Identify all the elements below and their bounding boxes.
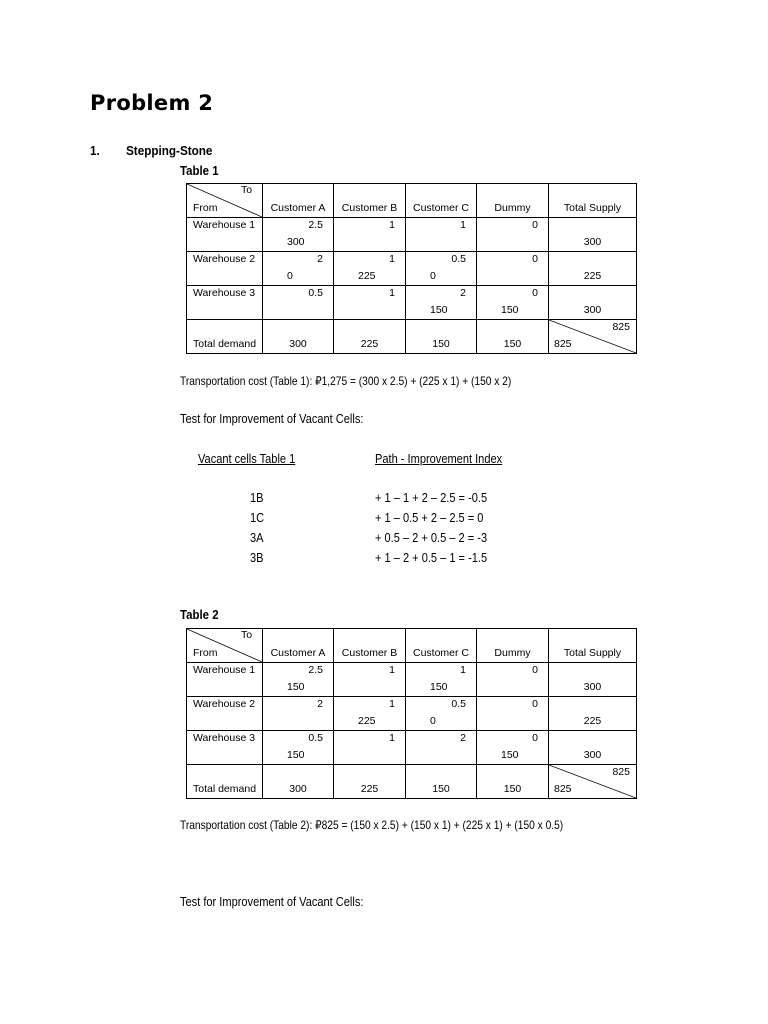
unit-cost: 0 — [532, 287, 538, 299]
from-label: From — [193, 647, 218, 659]
table-header-row — [187, 184, 637, 218]
demand-row — [187, 765, 637, 799]
vacant-cell-id: 3B — [250, 550, 264, 565]
table-header-row — [187, 629, 637, 663]
table-cell — [263, 697, 334, 731]
supply-value: 225 — [583, 715, 602, 727]
unit-cost: 1 — [460, 664, 466, 676]
unit-cost: 2.5 — [308, 664, 323, 676]
demand-value: 150 — [432, 783, 450, 795]
table1-label: Table 1 — [180, 163, 219, 178]
unit-cost: 2 — [317, 698, 323, 710]
table-row — [187, 218, 637, 252]
table-cell — [477, 218, 549, 252]
column-header: Dummy — [494, 202, 531, 214]
unit-cost: 2 — [460, 732, 466, 744]
column-header: Customer C — [412, 202, 469, 214]
transport-cost-table1: Transportation cost (Table 1): ₽1,275 = (300 x 2.5) + (225 x 1) + (150 x 2) — [180, 374, 512, 388]
grand-total-demand: 825 — [554, 338, 572, 350]
table-cell — [477, 697, 549, 731]
unit-cost: 0.5 — [308, 732, 323, 744]
allocation: 150 — [287, 749, 305, 761]
table-row — [187, 286, 637, 320]
allocation: 0 — [287, 270, 293, 282]
table-row — [187, 252, 637, 286]
demand-row — [187, 320, 637, 354]
page-title: Problem 2 — [90, 91, 214, 115]
unit-cost: 0 — [532, 219, 538, 231]
table-cell — [263, 218, 334, 252]
table-cell — [477, 731, 549, 765]
section-title: Stepping-Stone — [126, 143, 213, 158]
table-cell — [406, 286, 477, 320]
unit-cost: 1 — [389, 219, 395, 231]
unit-cost: 2 — [460, 287, 466, 299]
demand-value: 150 — [503, 338, 522, 350]
column-header: Customer A — [270, 202, 326, 214]
supply-value: 300 — [583, 236, 602, 248]
allocation: 225 — [358, 715, 376, 727]
demand-value: 225 — [360, 783, 379, 795]
vacant-cell-id: 1C — [250, 510, 265, 525]
table-cell — [406, 218, 477, 252]
column-header: Customer B — [341, 202, 398, 214]
path-index-header: Path - Improvement Index — [375, 451, 503, 466]
grand-total-supply: 825 — [612, 766, 630, 778]
column-header: Customer C — [412, 647, 469, 659]
row-label: Warehouse 2 — [193, 253, 256, 265]
unit-cost: 1 — [389, 732, 395, 744]
to-label: To — [241, 184, 253, 196]
allocation: 150 — [430, 681, 448, 693]
improvement-path: + 0.5 – 2 + 0.5 – 2 = -3 — [375, 530, 488, 545]
allocation: 150 — [501, 749, 519, 761]
demand-value: 300 — [289, 783, 307, 795]
row-label: Warehouse 3 — [193, 732, 256, 744]
grand-total-demand: 825 — [554, 783, 572, 795]
vacant-cell-id: 1B — [250, 490, 264, 505]
table-cell — [263, 286, 334, 320]
table-row — [187, 731, 637, 765]
allocation: 300 — [287, 236, 305, 248]
supply-value: 300 — [583, 681, 602, 693]
table-cell — [334, 252, 406, 286]
table-cell — [263, 252, 334, 286]
unit-cost: 1 — [389, 287, 395, 299]
table-row — [187, 697, 637, 731]
grand-total-supply: 825 — [612, 321, 630, 333]
row-label: Total demand — [193, 338, 257, 350]
from-label: From — [193, 202, 218, 214]
unit-cost: 2 — [317, 253, 323, 265]
table-cell — [263, 663, 334, 697]
row-label: Total demand — [193, 783, 257, 795]
table-cell — [406, 252, 477, 286]
table-row — [187, 663, 637, 697]
table-cell — [334, 697, 406, 731]
improvement-path: + 1 – 2 + 0.5 – 1 = -1.5 — [375, 550, 488, 565]
allocation: 150 — [430, 304, 448, 316]
test-heading: Test for Improvement of Vacant Cells: — [180, 411, 364, 426]
column-header: Total Supply — [563, 202, 622, 214]
unit-cost: 0.5 — [308, 287, 323, 299]
table-cell — [334, 663, 406, 697]
allocation: 150 — [501, 304, 519, 316]
demand-value: 225 — [360, 338, 379, 350]
transport-cost-table2: Transportation cost (Table 2): ₽825 = (150 x 2.5) + (150 x 1) + (225 x 1) + (150 x 0.5) — [180, 818, 564, 832]
table-cell — [477, 286, 549, 320]
to-label: To — [241, 629, 253, 641]
vacant-cell-id: 3A — [250, 530, 264, 545]
allocation: 225 — [358, 270, 376, 282]
table1-grid — [186, 183, 637, 354]
table-cell — [406, 731, 477, 765]
unit-cost: 0 — [532, 732, 538, 744]
unit-cost: 1 — [389, 698, 395, 710]
column-header: Customer A — [270, 647, 326, 659]
table-cell — [406, 697, 477, 731]
unit-cost: 0 — [532, 253, 538, 265]
table-cell — [334, 286, 406, 320]
supply-value: 300 — [583, 749, 602, 761]
demand-value: 300 — [289, 338, 307, 350]
improvement-path: + 1 – 1 + 2 – 2.5 = -0.5 — [375, 490, 488, 505]
table-cell — [263, 731, 334, 765]
table2-label: Table 2 — [180, 607, 219, 622]
row-label: Warehouse 2 — [193, 698, 256, 710]
supply-value: 225 — [583, 270, 602, 282]
table-cell — [406, 663, 477, 697]
section-number: 1. — [90, 143, 100, 158]
allocation: 150 — [287, 681, 305, 693]
unit-cost: 0.5 — [451, 698, 466, 710]
demand-value: 150 — [503, 783, 522, 795]
table-cell — [477, 252, 549, 286]
row-label: Warehouse 1 — [193, 664, 256, 676]
table-cell — [334, 731, 406, 765]
column-header: Dummy — [494, 647, 531, 659]
unit-cost: 1 — [460, 219, 466, 231]
column-header: Customer B — [341, 647, 398, 659]
vacant-cells-header: Vacant cells Table 1 — [198, 451, 296, 466]
table-cell — [334, 218, 406, 252]
unit-cost: 0.5 — [451, 253, 466, 265]
unit-cost: 2.5 — [308, 219, 323, 231]
demand-value: 150 — [432, 338, 450, 350]
allocation: 0 — [430, 715, 436, 727]
unit-cost: 0 — [532, 698, 538, 710]
column-header: Total Supply — [563, 647, 622, 659]
row-label: Warehouse 3 — [193, 287, 256, 299]
unit-cost: 0 — [532, 664, 538, 676]
allocation: 0 — [430, 270, 436, 282]
unit-cost: 1 — [389, 664, 395, 676]
test-heading-2: Test for Improvement of Vacant Cells: — [180, 894, 364, 909]
supply-value: 300 — [583, 304, 602, 316]
row-label: Warehouse 1 — [193, 219, 256, 231]
table2-grid — [186, 628, 637, 799]
unit-cost: 1 — [389, 253, 395, 265]
improvement-path: + 1 – 0.5 + 2 – 2.5 = 0 — [375, 510, 484, 525]
table-cell — [477, 663, 549, 697]
